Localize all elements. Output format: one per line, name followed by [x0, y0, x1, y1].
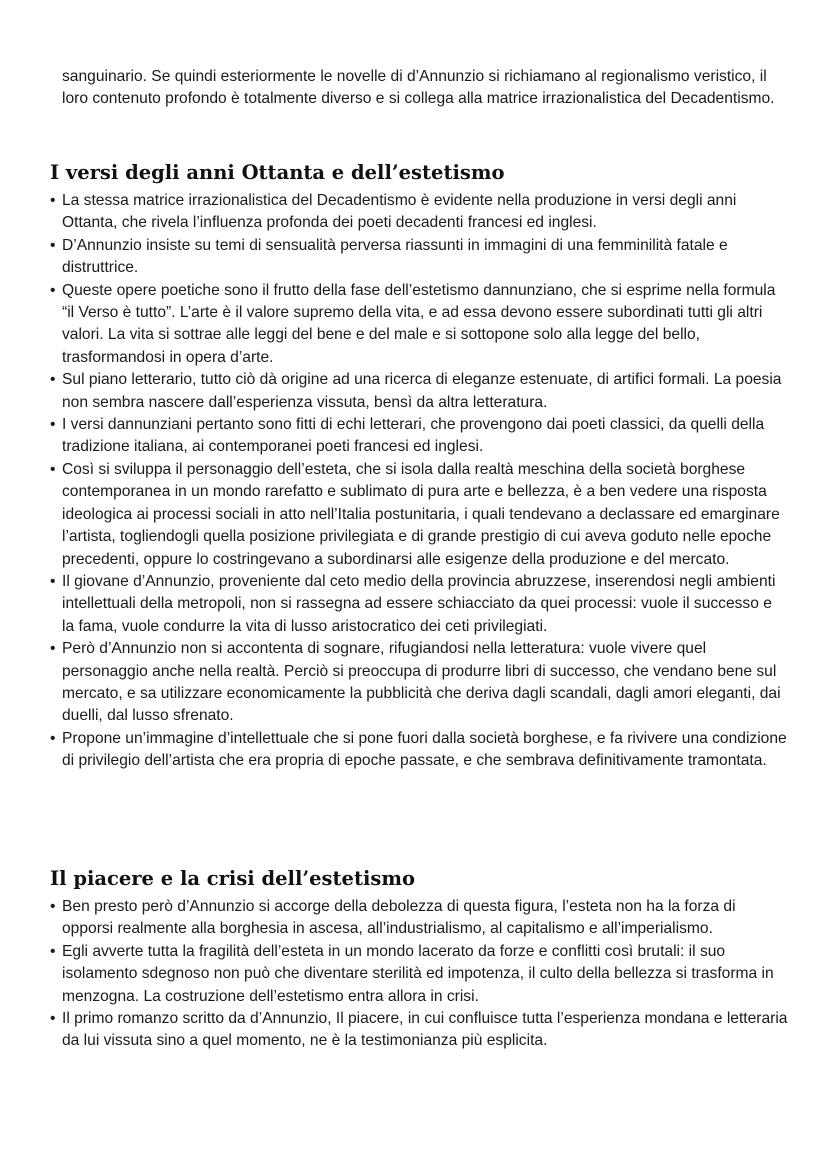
bullet-icon: •: [50, 1010, 56, 1028]
bullet-icon: •: [50, 416, 56, 434]
list-item: • Così si sviluppa il personaggio dell’esteta, che si isola dalla realtà meschina della società borghese contemporanea in un mondo rarefatto e sublimato di pura arte e bellezza, è a ben vedere una risposta ideologica ai processi sociali in atto nell’Italia postunitaria, i quali tendevano a declassare ed emarginare l’artista, togliendogli quella posizione privilegiata e di grande prestigio di cui aveva goduto nelle epoche precedenti, oppure lo costringevano a subordinarsi alle esigenze della produzione e del mercato.: [50, 460, 780, 568]
section-heading-piacere: Il piacere e la crisi dell’estetismo: [50, 867, 415, 890]
list-item: • Ben presto però d’Annunzio si accorge della debolezza di questa figura, l’esteta non ha la forza di opporsi realmente alla borghesia in ascesa, all’industrialismo, al capitalismo e all’imperialismo.: [50, 898, 736, 938]
bullet-icon: •: [50, 371, 56, 389]
bullet-icon: •: [50, 236, 56, 254]
section-heading-versi: I versi degli anni Ottanta e dell’estetismo: [50, 161, 505, 184]
bullet-icon: •: [50, 640, 56, 658]
bullet-icon: •: [50, 281, 56, 299]
bullet-list-piacere: [50, 896, 788, 1053]
list-item: • Il primo romanzo scritto da d’Annunzio, Il piacere, in cui confluisce tutta l’esperienza mondana e letteraria da lui vissuta sino a quel momento, ne è la testimonianza più esplicita.: [50, 1010, 788, 1050]
bullet-icon: •: [50, 460, 56, 478]
list-item: • I versi dannunziani pertanto sono fitti di echi letterari, che provengono dai poeti classici, da quelli della tradizione italiana, ai contemporanei poeti francesi ed inglesi.: [50, 416, 765, 456]
bullet-icon: •: [50, 192, 56, 209]
list-item: • Egli avverte tutta la fragilità dell’esteta in un mondo lacerato da forze e conflitti così brutali: il suo isolamento sdegnoso non può che diventare sterilità ed impotenza, il culto della bellezza si trasforma in menzogna. La costruzione dell’estetismo entra allora in crisi.: [50, 942, 774, 1005]
list-item: • Queste opere poetiche sono il frutto della fase dell’estetismo dannunziano, che si esprime nella formula “il Verso è tutto”. L’arte è il valore supremo della vita, e ad essa devono essere subordinati tutti gli altri valori. La vita si sottrae alle leggi del bene e del male e si sottopone solo alla legge del bello, trasformandosi in opera d’arte.: [50, 281, 776, 366]
bullet-list-versi: [50, 190, 788, 773]
list-item: • D’Annunzio insiste su temi di sensualità perversa riassunti in immagini di una femminilità fatale e distruttrice.: [50, 236, 728, 277]
list-item: • La stessa matrice irrazionalistica del Decadentismo è evidente nella produzione in versi degli anni Ottanta, che rivela l’influenza profonda dei poeti decadenti francesi ed inglesi.: [50, 192, 737, 232]
list-item: • Sul piano letterario, tutto ciò dà origine ad una ricerca di eleganze estenuate, di artifici formali. La poesia non sembra nascere dall’esperienza vissuta, bensì da altra letteratura.: [50, 371, 782, 411]
list-item: • Il giovane d’Annunzio, proveniente dal ceto medio della provincia abruzzese, inserendosi negli ambienti intellettuali della metropoli, non si rassegna ad essere schiacciato da quei processi: vuole il successo e la fama, vuole condurre la vita di lusso aristocratico dei ceti privilegiati.: [50, 572, 776, 635]
bullet-icon: •: [50, 572, 56, 590]
list-item: • Però d’Annunzio non si accontenta di sognare, rifugiandosi nella letteratura: vuole vivere quel personaggio anche nella realtà. Perciò si preoccupa di produrre libri di successo, che vendano bene sul mercato, e sa utilizzare economicamente la pubblicità che deriva dagli scandali, dagli amori eleganti, dai duelli, dal lusso sfrenato.: [50, 640, 781, 725]
intro-paragraph: sanguinario. Se quindi esteriormente le novelle di d’Annunzio si richiamano al regionalismo veristico, il loro contenuto profondo è totalmente diverso e si collega alla matrice irrazionalistica del Decadentismo.: [62, 68, 775, 108]
bullet-icon: •: [50, 898, 56, 915]
bullet-icon: •: [50, 942, 56, 960]
list-item: • Propone un’immagine d’intellettuale che si pone fuori dalla società borghese, e fa rivivere una condizione di privilegio dell’artista che era propria di epoche passate, e che sembrava definitivamente tramontata.: [50, 729, 787, 770]
bullet-icon: •: [50, 729, 56, 747]
